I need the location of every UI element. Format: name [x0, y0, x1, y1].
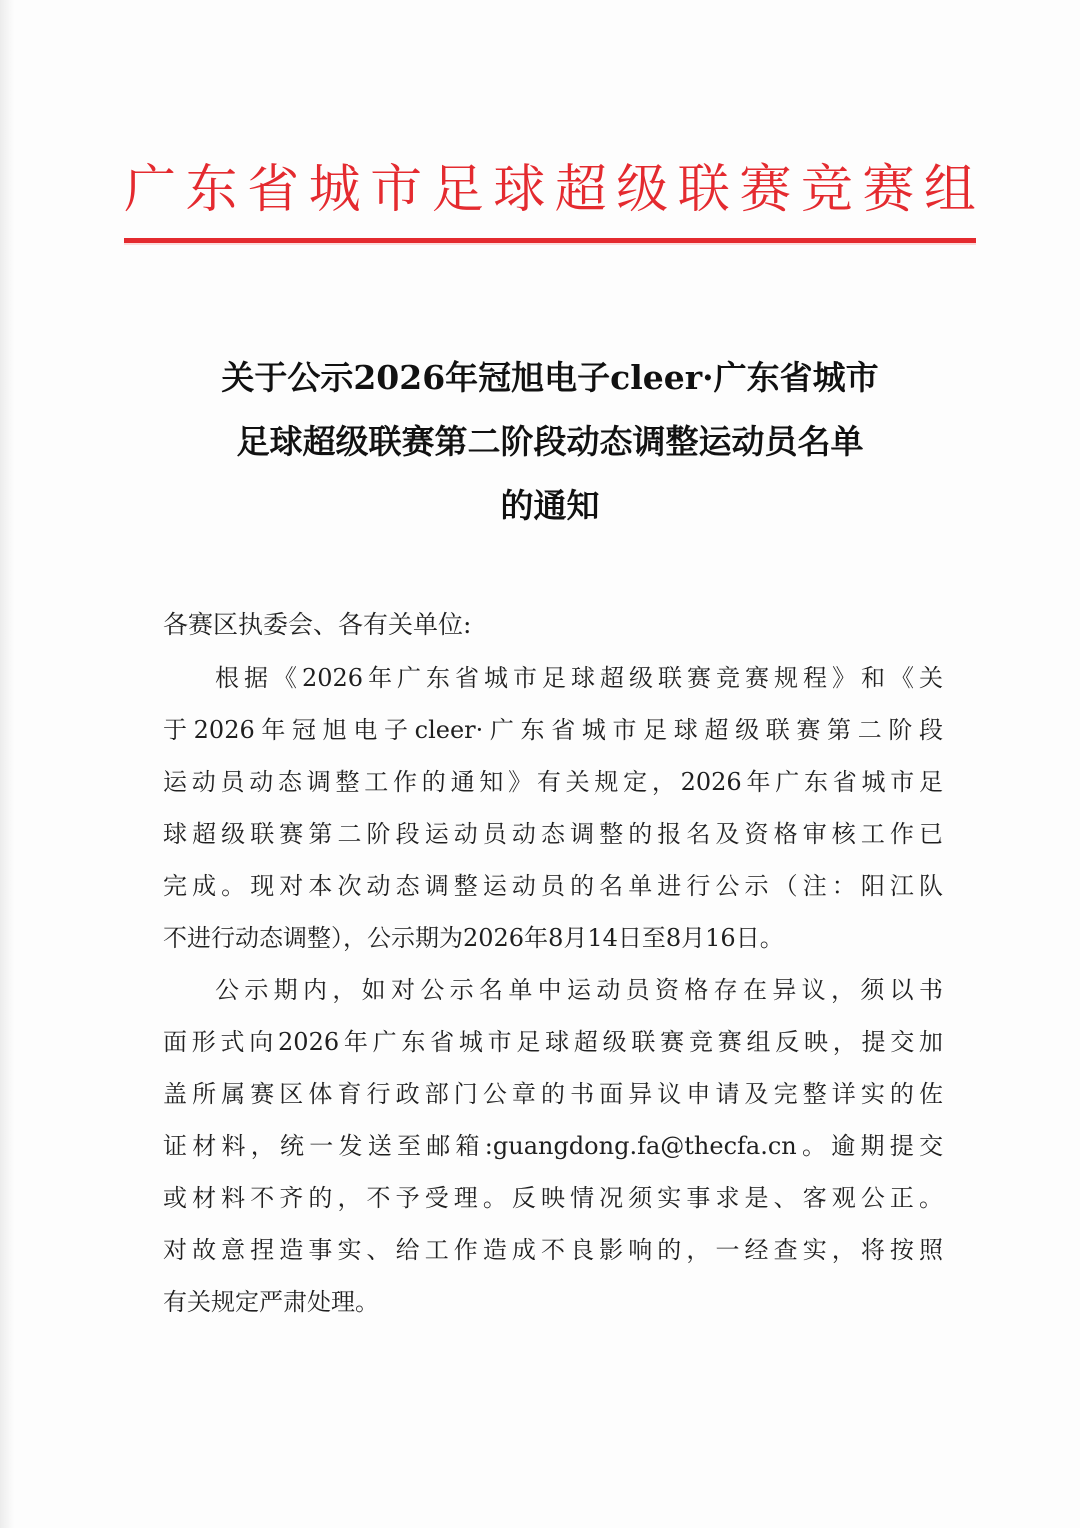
paragraph-line: 公示期内，如对公示名单中运动员资格存在异议，须以书 [215, 976, 943, 1004]
org-header-char: 赛 [862, 160, 915, 220]
org-header-char: 省 [247, 160, 300, 220]
org-header-char: 东 [185, 160, 238, 220]
paragraph-line: 根据《2026年广东省城市足球超级联赛竞赛规程》和《关 [215, 664, 943, 692]
org-header-char: 球 [493, 160, 546, 220]
paragraph-line: 于2026年冠旭电子cleer·广东省城市足球超级联赛第二阶段 [163, 716, 943, 744]
paragraph-line: 不进行动态调整），公示期为2026年8月14日至8月16日。 [163, 924, 784, 952]
title-line: 的通知 [500, 486, 600, 525]
org-header-char: 足 [431, 160, 484, 220]
page-edge-shadow [0, 0, 14, 1528]
org-header-char: 广 [124, 160, 177, 220]
org-header-char: 组 [923, 160, 976, 220]
org-header-char: 超 [554, 160, 607, 220]
paragraph-line: 完成。现对本次动态调整运动员的名单进行公示（注：阳江队 [163, 872, 943, 900]
org-header-char: 级 [616, 160, 669, 220]
body-paragraph-1 [163, 652, 943, 964]
title-line: 足球超级联赛第二阶段动态调整运动员名单 [236, 422, 864, 461]
red-header-rule [124, 238, 976, 243]
paragraph-line: 运动员动态调整工作的通知》有关规定，2026年广东省城市足 [163, 768, 943, 796]
paragraph-line: 面形式向2026年广东省城市足球超级联赛竞赛组反映，提交加 [163, 1028, 943, 1056]
org-header-char: 城 [308, 160, 361, 220]
org-header-char: 竞 [800, 160, 853, 220]
org-header-char: 赛 [739, 160, 792, 220]
paragraph-line: 对故意捏造事实、给工作造成不良影响的，一经查实，将按照 [163, 1236, 943, 1264]
title-line: 关于公示2026年冠旭电子cleer·广东省城市 [221, 358, 879, 397]
paragraph-line: 球超级联赛第二阶段运动员动态调整的报名及资格审核工作已 [163, 820, 943, 848]
paragraph-line: 证材料，统一发送至邮箱:guangdong.fa@thecfa.cn。逾期提交 [163, 1132, 943, 1160]
salutation: 各赛区执委会、各有关单位: [163, 610, 472, 639]
org-header-char: 市 [370, 160, 423, 220]
body-paragraph-2 [163, 964, 943, 1328]
org-header-char: 联 [677, 160, 730, 220]
paragraph-line: 有关规定严肃处理。 [163, 1288, 379, 1316]
paragraph-line: 或材料不齐的，不予受理。反映情况须实事求是、客观公正。 [163, 1184, 943, 1212]
org-header [124, 150, 976, 230]
paragraph-line: 盖所属赛区体育行政部门公章的书面异议申请及完整详实的佐 [163, 1080, 943, 1108]
document-title [120, 346, 980, 538]
